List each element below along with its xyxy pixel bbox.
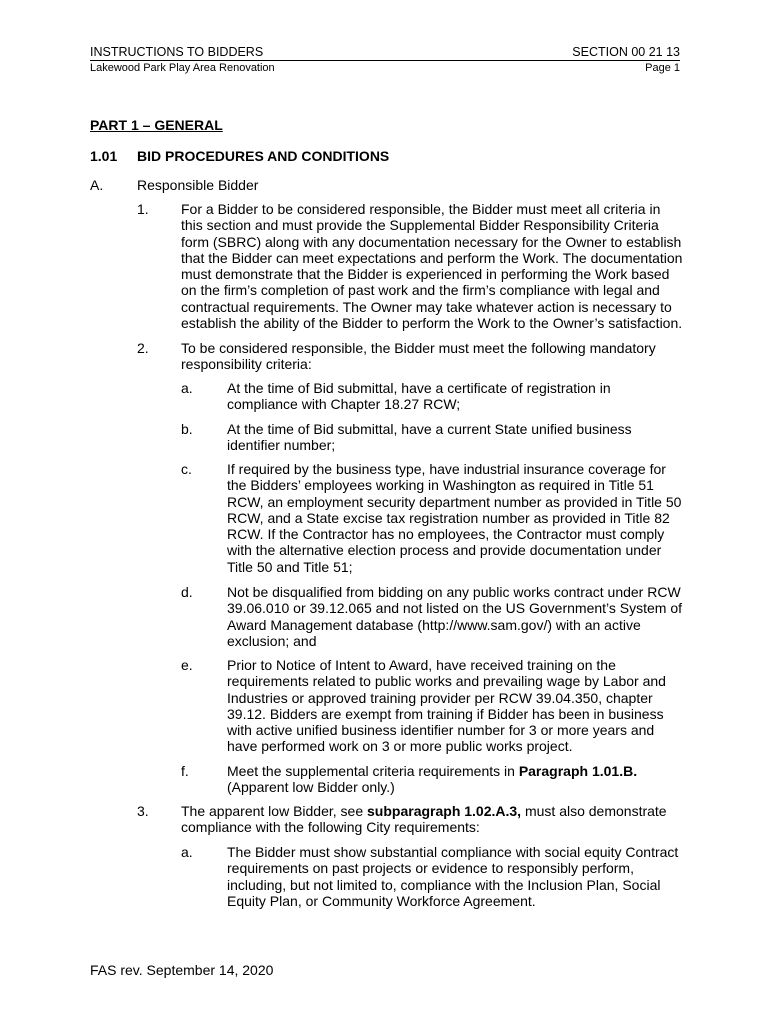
subparagraph-reference: subparagraph 1.02.A.3, (367, 803, 522, 819)
text-run: The apparent low Bidder, see (181, 803, 368, 819)
text-line: compliance with Chapter 18.27 RCW; (227, 396, 461, 413)
text-line: Prior to Notice of Intent to Award, have received training on the (227, 657, 616, 673)
para-1-marker: 1. (137, 201, 149, 217)
text-run: Meet the supplemental criteria requirements in (227, 763, 519, 779)
section-heading-number: 1.01 (90, 148, 118, 164)
text-line: 39.06.010 or 39.12.065 and not listed on the US Government’s System of (227, 600, 683, 617)
text-line: responsibility criteria: (181, 356, 312, 373)
para-2e-marker: e. (181, 657, 193, 673)
paragraph-reference: Paragraph 1.01.B. (518, 763, 638, 779)
para-2-text (181, 340, 656, 373)
text-line: RCW, and a State excise tax registration number as provided in Title 82 (227, 509, 670, 526)
text-line: requirements related to public works and prevailing wage by Labor and (227, 673, 666, 690)
text-line: Not be disqualified from bidding on any public works contract under RCW (227, 584, 681, 600)
text-line: identifier number; (227, 437, 336, 454)
text-line: exclusion; and (227, 632, 317, 649)
text-line: establish the ability of the Bidder to perform the Work to the Owner’s satisfaction. (181, 315, 683, 332)
text-line: Equity Plan, or Community Workforce Agreement. (227, 892, 536, 909)
text-line: At the time of Bid submittal, have a certificate of registration in (227, 380, 611, 396)
page-header (90, 45, 680, 61)
project-name: Lakewood Park Play Area Renovation (90, 62, 275, 74)
para-2d-text (227, 584, 682, 649)
para-2e-text (227, 657, 666, 755)
text-line: must demonstrate that the Bidder is experienced in performing the Work based (181, 266, 670, 283)
text-line: Industries or approved training provider per RCW 39.04.350, chapter (227, 689, 653, 706)
text-line: with active unified business identifier number for 3 or more years and (227, 722, 655, 739)
text-line: For a Bidder to be considered responsible, the Bidder must meet all criteria in (181, 201, 661, 217)
para-3a-text (227, 844, 678, 909)
text-line: the Bidders’ employees working in Washington as required in Title 51 (227, 477, 654, 494)
text-line: requirements on past projects or evidence to responsibly perform, (227, 860, 634, 877)
page-subheader (90, 62, 680, 74)
text-line (181, 803, 667, 819)
document-title: INSTRUCTIONS TO BIDDERS (90, 45, 264, 59)
para-2f-text (227, 763, 637, 796)
text-run: must also demonstrate (521, 803, 667, 819)
text-line: Award Management database (http://www.sam.gov/) with an active (227, 616, 641, 633)
item-a-marker: A. (90, 177, 104, 193)
text-line: RCW, an employment security department number as provided in Title 50 (227, 493, 682, 510)
section-heading-title: BID PROCEDURES AND CONDITIONS (137, 148, 390, 164)
para-2f-marker: f. (181, 763, 189, 779)
text-line: The Bidder must show substantial compliance with social equity Contract (227, 844, 679, 860)
para-3-marker: 3. (137, 803, 149, 819)
text-line: with the alternative election process and provide documentation under (227, 542, 662, 559)
para-1-text (181, 201, 682, 331)
text-line: that the Bidder can meet expectations and perform the Work. The documentation (181, 249, 683, 266)
para-2c-text (227, 461, 681, 575)
text-line: form (SBRC) along with any documentation necessary for the Owner to establish (181, 233, 682, 250)
section-number: SECTION 00 21 13 (572, 45, 680, 59)
page-number: Page 1 (645, 62, 680, 74)
text-line: compliance with the following City requirements: (181, 819, 480, 836)
para-2-marker: 2. (137, 340, 149, 356)
text-line: If required by the business type, have industrial insurance coverage for (227, 461, 666, 477)
para-2b-text (227, 421, 632, 454)
text-line: have performed work on 3 or more public works project. (227, 738, 573, 755)
text-line: including, but not limited to, compliance with the Inclusion Plan, Social (227, 876, 661, 893)
text-line: on the firm’s completion of past work and the firm’s compliance with legal and (181, 282, 660, 299)
para-3a-marker: a. (181, 844, 193, 860)
text-line: this section and must provide the Supplemental Bidder Responsibility Criteria (181, 217, 659, 234)
item-a-label: Responsible Bidder (137, 177, 259, 193)
text-line: RCW. If the Contractor has no employees, the Contractor must comply (227, 526, 665, 543)
text-line: At the time of Bid submittal, have a current State unified business (227, 421, 632, 437)
para-2a-marker: a. (181, 380, 193, 396)
page-footer: FAS rev. September 14, 2020 (90, 962, 274, 978)
para-2b-marker: b. (181, 421, 193, 437)
text-line (227, 763, 637, 779)
part-heading: PART 1 – GENERAL (90, 117, 223, 133)
text-line: Title 50 and Title 51; (227, 558, 353, 575)
para-2c-marker: c. (181, 461, 192, 477)
para-2d-marker: d. (181, 584, 193, 600)
para-3-text (181, 803, 667, 836)
text-line: 39.12. Bidders are exempt from training if Bidder has been in business (227, 705, 664, 722)
text-line: (Apparent low Bidder only.) (227, 779, 395, 796)
text-line: To be considered responsible, the Bidder must meet the following mandatory (181, 340, 656, 356)
para-2a-text (227, 380, 611, 413)
text-line: contractual requirements. The Owner may take whatever action is necessary to (181, 298, 672, 315)
